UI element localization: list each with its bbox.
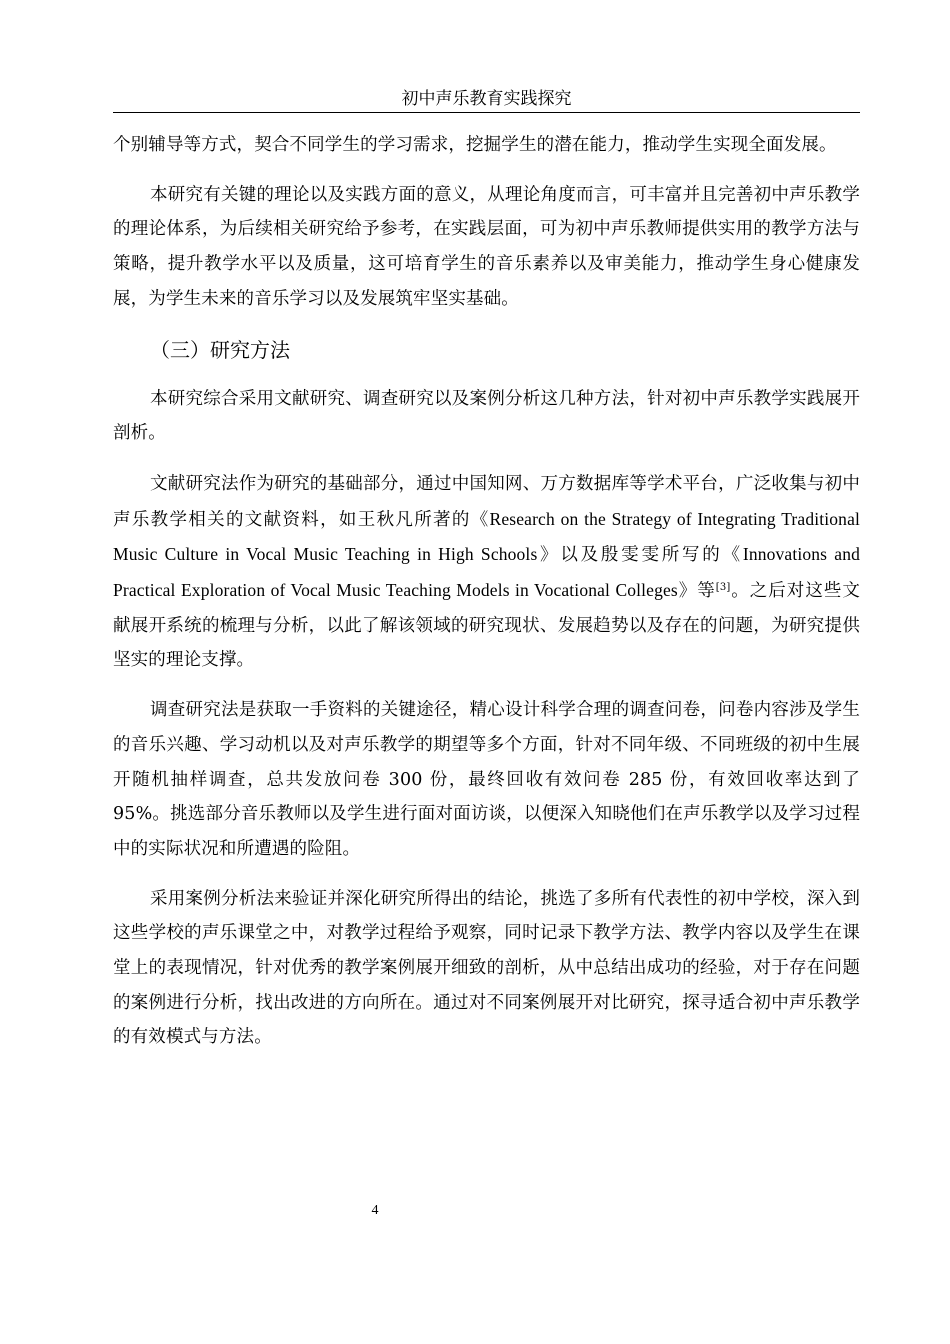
page-body (113, 128, 860, 1070)
paragraph-research-significance: 本研究有关键的理论以及实践方面的意义，从理论角度而言，可丰富并且完善初中声乐教学的理论体系，为后续相关研究给予参考，在实践层面，可为初中声乐教师提供实用的教学方法与策略，提升教学水平以及质量，这可培育学生的音乐素养以及审美能力，推动学生身心健康发展，为学生未来的音乐学习以及发展筑牢坚实基础。 (113, 184, 860, 309)
paragraph-continuation: 个别辅导等方式，契合不同学生的学习需求，挖掘学生的潜在能力，推动学生实现全面发展。 (113, 135, 837, 155)
paragraph-literature-method (113, 466, 860, 678)
section-heading-research-methods: （三）研究方法 (150, 337, 290, 362)
paragraph-case-study-method: 采用案例分析法来验证并深化研究所得出的结论，挑选了多所有代表性的初中学校，深入到这些学校的声乐课堂之中，对教学过程给予观察，同时记录下教学方法、教学内容以及学生在课堂上的表现情况，针对优秀的教学案例展开细致的剖析，从中总结出成功的经验，对于存在问题的案例进行分析，找出改进的方向所在。通过对不同案例展开对比研究，探寻适合初中声乐教学的有效模式与方法。 (113, 888, 860, 1048)
running-header (113, 86, 860, 113)
paragraph-survey-method: 调查研究法是获取一手资料的关键途径，精心设计科学合理的调查问卷，问卷内容涉及学生的音乐兴趣、学习动机以及对声乐教学的期望等多个方面，针对不同年级、不同班级的初中生展开随机抽样调查，总共发放问卷 300 份，最终回收有效问卷 285 份，有效回收率达到了 95%。挑选部分音乐教师以及学生进行面对面访谈，以便深入知晓他们在声乐教学以及学习过程中的实际状况和所遭遇的险阻。 (113, 700, 860, 859)
literature-method-text: 文献研究法作为研究的基础部分，通过中国知网、万方数据库等学术平台，广泛收集与初中声乐教学相关的文献资料，如王秋凡所著的《Research on the Strategy of Integrating Traditional Music Culture in Vocal Music Teaching in High Schools》以及殷雯雯所写的《Innovations and Practical Exploration of Vocal Music Teaching Models in Vocational Colleges》等 (113, 472, 860, 601)
literature-method-text-continued: 。之后对这些文献展开系统的梳理与分析，以此了解该领域的研究现状、发展趋势以及存在的问题，为研究提供坚实的理论支撑。 (113, 581, 860, 671)
paragraph-methods-overview: 本研究综合采用文献研究、调查研究以及案例分析这几种方法，针对初中声乐教学实践展开剖析。 (113, 388, 860, 444)
header-title: 初中声乐教育实践探究 (401, 89, 572, 109)
page-number: 4 (371, 1203, 379, 1218)
citation-reference: [3] (715, 582, 731, 594)
